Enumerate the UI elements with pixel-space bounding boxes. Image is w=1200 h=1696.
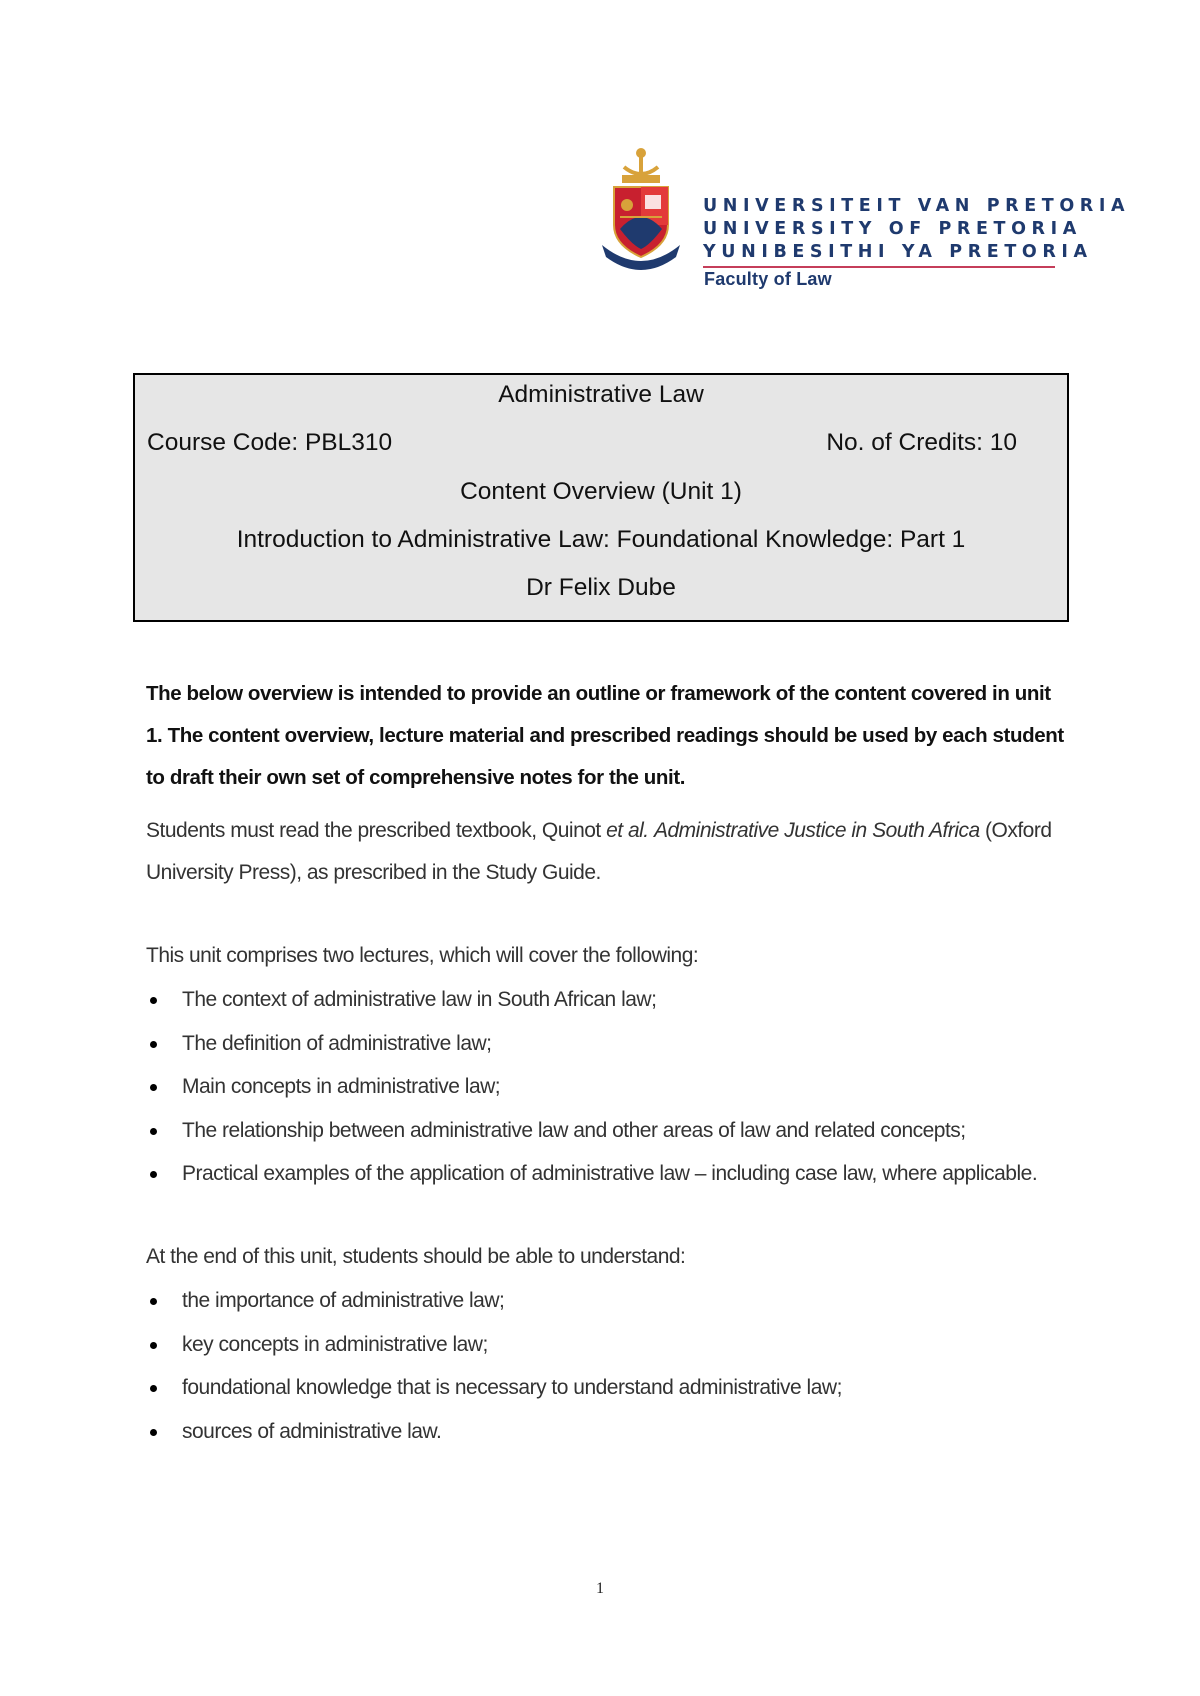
list-item <box>146 1410 842 1454</box>
list-item-text: sources of administrative law. <box>182 1419 442 1443</box>
content-overview-title: Content Overview (Unit 1) <box>460 478 742 505</box>
wordmark-divider <box>703 266 1055 268</box>
course-title: Administrative Law <box>498 381 704 408</box>
list-item-text: The definition of administrative law; <box>182 1031 492 1055</box>
list-item-text: key concepts in administrative law; <box>182 1332 488 1356</box>
list-item <box>146 1279 842 1323</box>
unit-topic: Introduction to Administrative Law: Foundational Knowledge: Part 1 <box>236 526 966 553</box>
reading-publisher: (Oxford <box>979 819 1052 842</box>
page-number: 1 <box>596 1580 604 1597</box>
faculty-name: Faculty of Law <box>704 269 832 289</box>
list-item <box>146 1366 842 1410</box>
list-item-text: the importance of administrative law; <box>182 1289 505 1312</box>
bullet-icon <box>150 1429 157 1436</box>
bullet-icon <box>150 1171 157 1178</box>
wordmark-english: UNIVERSITY OF PRETORIA <box>703 219 1082 239</box>
list-item <box>146 1109 1037 1153</box>
intro-paragraph <box>146 673 1064 799</box>
bullet-icon <box>150 1342 157 1349</box>
list-item-text: foundational knowledge that is necessary to understand administrative law; <box>182 1376 842 1399</box>
lecturer-name: Dr Felix Dube <box>526 574 676 601</box>
bullet-icon <box>150 1385 157 1392</box>
lectures-list <box>146 978 1037 1196</box>
wordmark-sepedi: YUNIBESITHI YA PRETORIA <box>703 242 1093 262</box>
list-item <box>146 978 1037 1022</box>
university-logo <box>600 140 1131 300</box>
list-item <box>146 1065 1037 1109</box>
lectures-intro: This unit comprises two lectures, which will cover the following: <box>146 944 699 967</box>
reading-text: Students must read the prescribed textbook, Quinot <box>146 819 607 842</box>
reading-paragraph <box>146 810 1058 894</box>
list-item-text: The context of administrative law in South African law; <box>182 988 657 1011</box>
reading-line: University Press), as prescribed in the Study Guide. <box>146 861 601 884</box>
list-item <box>146 1323 842 1367</box>
list-item-text: Main concepts in administrative law; <box>182 1075 501 1098</box>
intro-line: to draft their own set of comprehensive notes for the unit. <box>146 766 686 789</box>
textbook-title: Administrative Justice in South Africa <box>653 819 980 842</box>
university-crest-icon <box>600 145 682 275</box>
course-code: Course Code: PBL310 <box>147 429 393 456</box>
university-wordmark <box>703 195 1130 264</box>
bullet-icon <box>150 1041 157 1048</box>
reading-line <box>146 810 1058 852</box>
intro-line: 1. The content overview, lecture material and prescribed readings should be used by each student <box>146 724 1064 747</box>
bullet-icon <box>150 1298 157 1305</box>
list-item <box>146 1022 1037 1066</box>
outcomes-intro: At the end of this unit, students should be able to understand: <box>146 1245 686 1268</box>
course-credits: No. of Credits: 10 <box>826 429 1017 456</box>
list-item-text: The relationship between administrative law and other areas of law and related concepts; <box>182 1118 966 1142</box>
reading-etal: et al. <box>606 819 649 842</box>
outcomes-list <box>146 1279 842 1453</box>
course-header-box <box>133 373 1069 622</box>
wordmark-afrikaans: UNIVERSITEIT VAN PRETORIA <box>703 196 1131 216</box>
bullet-icon <box>150 997 157 1004</box>
bullet-icon <box>150 1128 157 1135</box>
list-item-text: Practical examples of the application of administrative law – including case law, where applicable. <box>182 1162 1038 1185</box>
bullet-icon <box>150 1084 157 1091</box>
intro-line: The below overview is intended to provide an outline or framework of the content covered in unit <box>146 682 1051 705</box>
list-item <box>146 1152 1037 1196</box>
